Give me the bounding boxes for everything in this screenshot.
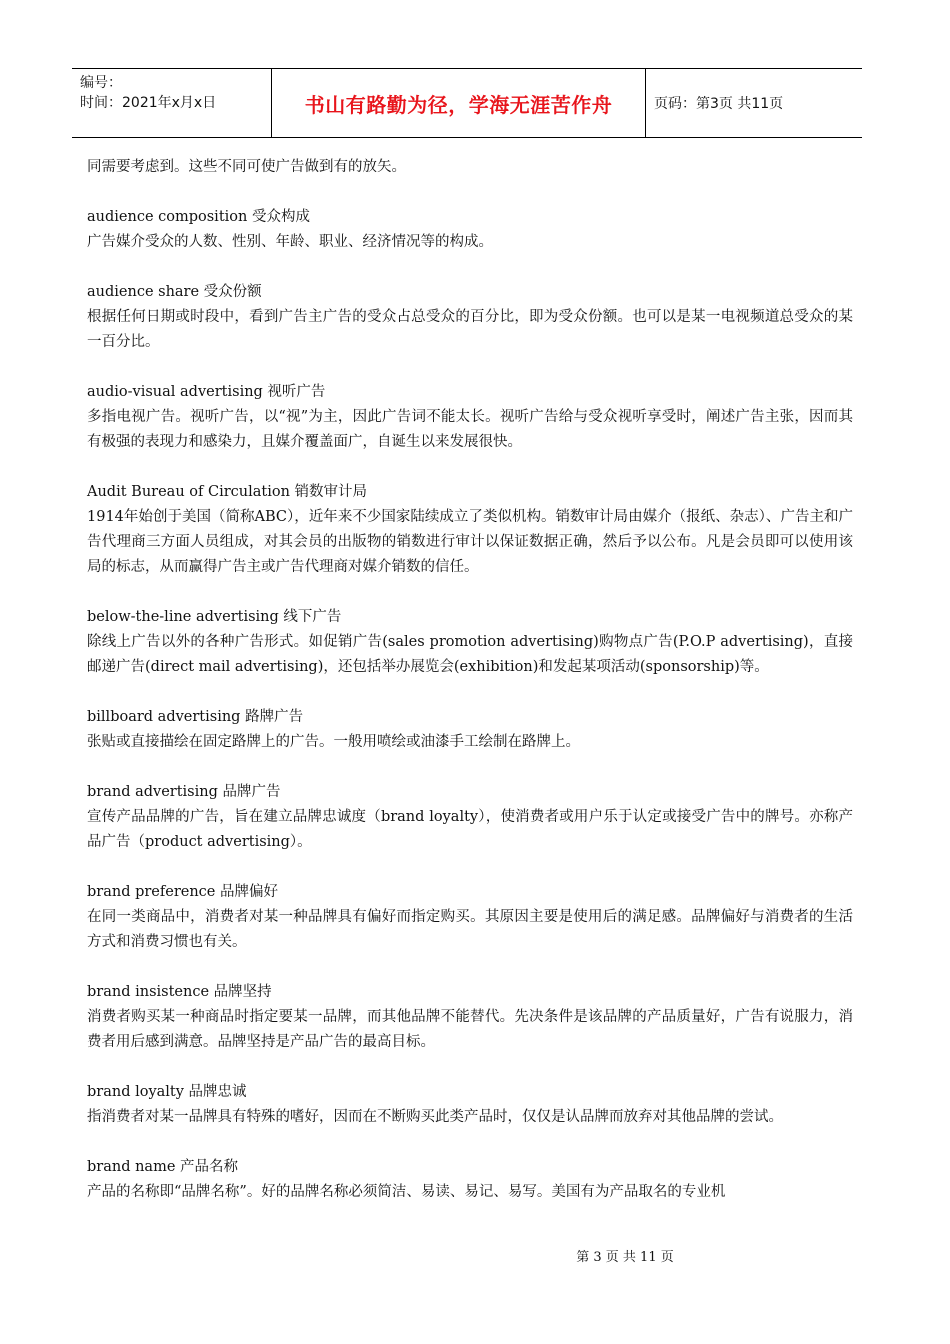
entry-audio-visual-advertising — [87, 380, 853, 455]
header-table — [72, 68, 862, 138]
entry-brand-name — [87, 1155, 853, 1205]
entry-term: brand preference 品牌偏好 — [87, 884, 278, 900]
entry-desc: 指消费者对某一品牌具有特殊的嗜好，因而在不断购买此类产品时，仅仅是认品牌而放弃对其他品牌的尝试。 — [87, 1109, 783, 1125]
entry-term: brand advertising 品牌广告 — [87, 784, 281, 800]
header-page-cell — [646, 69, 862, 137]
time-label: 时间：2021年x月x日 — [80, 95, 217, 111]
page-footer — [0, 1246, 950, 1265]
entry-desc: 宣传产品品牌的广告，旨在建立品牌忠诚度（brand loyalty），使消费者或用户乐于认定或接受广告中的牌号。亦称产品广告（product advertising）。 — [87, 809, 853, 850]
entry-term: audience share 受众份额 — [87, 284, 262, 300]
entry-audit-bureau — [87, 480, 853, 580]
entry-desc: 在同一类商品中，消费者对某一种品牌具有偏好而指定购买。其原因主要是使用后的满足感。品牌偏好与消费者的生活方式和消费习惯也有关。 — [87, 909, 853, 950]
entry-term: brand loyalty 品牌忠诚 — [87, 1084, 247, 1100]
lead-text: 同需要考虑到。这些不同可使广告做到有的放矢。 — [87, 159, 406, 175]
entry-term: audience composition 受众构成 — [87, 209, 310, 225]
entry-brand-preference — [87, 880, 853, 955]
header-left-cell — [72, 69, 272, 137]
entry-audience-share — [87, 280, 853, 355]
motto-text: 书山有路勤为径，学海无涯苦作舟 — [304, 92, 613, 117]
document-body — [87, 155, 853, 1230]
entry-audience-composition — [87, 205, 853, 255]
lead-paragraph — [87, 155, 853, 180]
entry-term: Audit Bureau of Circulation 销数审计局 — [87, 484, 368, 500]
entry-term: billboard advertising 路牌广告 — [87, 709, 304, 725]
entry-desc: 1914年始创于美国（简称ABC），近年来不少国家陆续成立了类似机构。销数审计局由媒介（报纸、杂志）、广告主和广告代理商三方面人员组成，对其会员的出版物的销数进行审计以保证数据正确，然后予以公布。凡是会员即可以使用该局的标志，从而赢得广告主或广告代理商对媒介销数的信任。 — [87, 509, 853, 575]
entry-desc: 张贴或直接描绘在固定路牌上的广告。一般用喷绘或油漆手工绘制在路牌上。 — [87, 734, 580, 750]
header-motto-cell — [272, 69, 646, 137]
entry-desc: 多指电视广告。视听广告，以“视”为主，因此广告词不能太长。视听广告给与受众视听享受时，阐述广告主张，因而其有极强的表现力和感染力，且媒介覆盖面广，自诞生以来发展很快。 — [87, 409, 853, 450]
page-info: 页码：第3页 共11页 — [654, 96, 784, 112]
entry-term: below-the-line advertising 线下广告 — [87, 609, 342, 625]
entry-desc: 产品的名称即“品牌名称”。好的品牌名称必须简洁、易读、易记、易写。美国有为产品取名的专业机 — [87, 1184, 726, 1200]
entry-term: audio-visual advertising 视听广告 — [87, 384, 326, 400]
entry-desc: 广告媒介受众的人数、性别、年龄、职业、经济情况等的构成。 — [87, 234, 493, 250]
entry-desc: 消费者购买某一种商品时指定要某一品牌，而其他品牌不能替代。先决条件是该品牌的产品质量好，广告有说服力，消费者用后感到满意。品牌坚持是产品广告的最高目标。 — [87, 1009, 853, 1050]
entry-desc: 除线上广告以外的各种广告形式。如促销广告(sales promotion advertising)购物点广告(P.O.P advertising)，直接邮递广告(direct mail advertising)，还包括举办展览会(exhibition)和发起某项活动(sponsorship)等。 — [87, 634, 853, 675]
entry-term: brand name 产品名称 — [87, 1159, 239, 1175]
entry-desc: 根据任何日期或时段中，看到广告主广告的受众占总受众的百分比，即为受众份额。也可以是某一电视频道总受众的某一百分比。 — [87, 309, 853, 350]
entry-below-the-line — [87, 605, 853, 680]
entry-brand-advertising — [87, 780, 853, 855]
entry-brand-insistence — [87, 980, 853, 1055]
entry-term: brand insistence 品牌坚持 — [87, 984, 272, 1000]
number-label: 编号： — [80, 75, 122, 91]
entry-brand-loyalty — [87, 1080, 853, 1130]
entry-billboard — [87, 705, 853, 755]
footer-page-number: 第 3 页 共 11 页 — [576, 1250, 674, 1265]
